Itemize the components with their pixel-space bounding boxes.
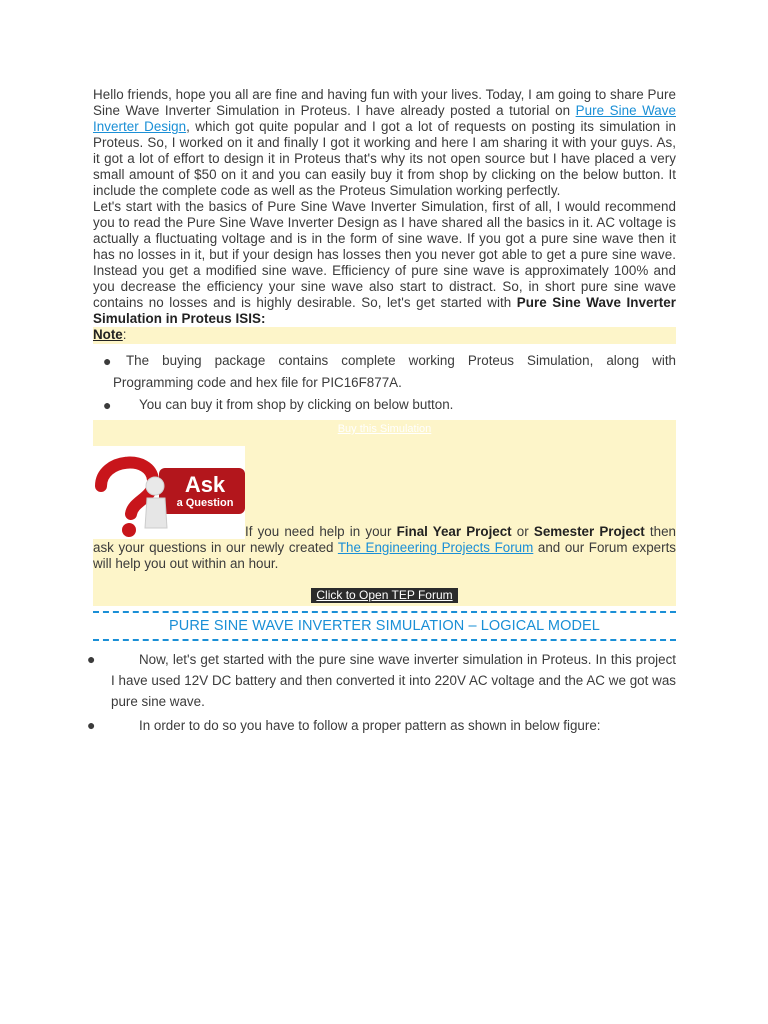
list-item <box>87 649 676 712</box>
basics-text: Let's start with the basics of Pure Sine Wave Inverter Simulation, first of all, I would recommend you to read the Pure Sine Wave Inverter Design as I have shared all the basics in it. AC voltage is actually a fluctuating voltage and is in the form of sine wave. If you got a pure sine wave then it has no losses in it, but if your design has losses then you never got able to get a pure sine wave. Instead you get a modified sine wave. Efficiency of pure sine wave is approximately 100% and you decrease the efficiency your sine wave also start to distract. So, in short pure sine wave contains no losses and is highly desirable. So, let's get started with <box>93 199 676 310</box>
open-tep-forum-button[interactable]: Click to Open TEP Forum <box>311 588 458 603</box>
section-lead-bold: Pure Sine Wave Inverter Simulation in Proteus ISIS: <box>93 295 676 326</box>
section-divider-bottom <box>93 639 676 641</box>
note-bar <box>93 327 676 344</box>
ask-subtitle: a Question <box>176 497 234 509</box>
help-text-4: and our Forum experts will help you out within an hour. <box>93 540 677 571</box>
list-item <box>87 715 676 736</box>
pure-sine-wave-design-link[interactable]: Pure Sine Wave Inverter Design <box>93 103 676 134</box>
tep-forum-link[interactable]: The Engineering Projects Forum <box>337 540 534 555</box>
promo-box <box>93 420 676 606</box>
intro-text-cont: , which got quite popular and I got a lot of requests on posting its simulation in Proteus. So, I worked on it and finally I got it working and here I am sharing it with your guys. As, it got a lot of effort to design it in Proteus that's why its not open source but I have placed a very small amount of $50 on it and you can easily buy it from shop by clicking on the below button. It include the complete code as well as the Proteus Simulation working perfectly. <box>93 119 676 198</box>
note-bullet-list <box>93 350 676 416</box>
intro-paragraph-2 <box>93 199 676 327</box>
final-year-project-bold: Final Year Project <box>396 524 512 539</box>
bullet-dot-icon: ● <box>87 717 96 733</box>
section-bullet-list <box>87 649 676 736</box>
list-item <box>93 394 676 416</box>
bullet-dot-icon: ● <box>87 651 96 667</box>
forum-help-text <box>93 524 676 572</box>
ask-title: Ask <box>184 472 226 497</box>
bullet-dot-icon: ● <box>103 353 112 369</box>
buy-simulation-link[interactable]: Buy this Simulation <box>337 423 432 435</box>
bullet-dot-icon: ● <box>103 397 112 413</box>
help-text-1: If you need help in your <box>245 524 397 539</box>
article <box>87 87 677 736</box>
semester-project-bold: Semester Project <box>533 524 645 539</box>
list-item-text: The buying package contains complete working Proteus Simulation, along with Programming code and hex file for PIC16F877A. <box>113 353 676 390</box>
list-item-text: You can buy it from shop by clicking on below button. <box>139 397 454 412</box>
note-label: Note <box>93 327 123 342</box>
intro-text: Hello friends, hope you all are fine and having fun with your lives. Today, I am going to share Pure Sine Wave Inverter Simulation in Proteus. I have already posted a tutorial on <box>93 87 676 118</box>
note-colon: : <box>122 327 127 342</box>
list-item-text: Now, let's get started with the pure sine wave inverter simulation in Proteus. In this project I have used 12V DC battery and then converted it into 220V AC voltage and the AC we got was pure sine wave. <box>111 652 676 709</box>
list-item-text: In order to do so you have to follow a proper pattern as shown in below figure: <box>139 718 601 733</box>
help-text-3: then ask your questions in our newly created <box>93 524 676 555</box>
intro-paragraph-1 <box>93 87 676 199</box>
help-text-2: or <box>511 524 534 539</box>
list-item <box>93 350 676 394</box>
section-heading: PURE SINE WAVE INVERTER SIMULATION – LOGICAL MODEL <box>169 618 600 634</box>
